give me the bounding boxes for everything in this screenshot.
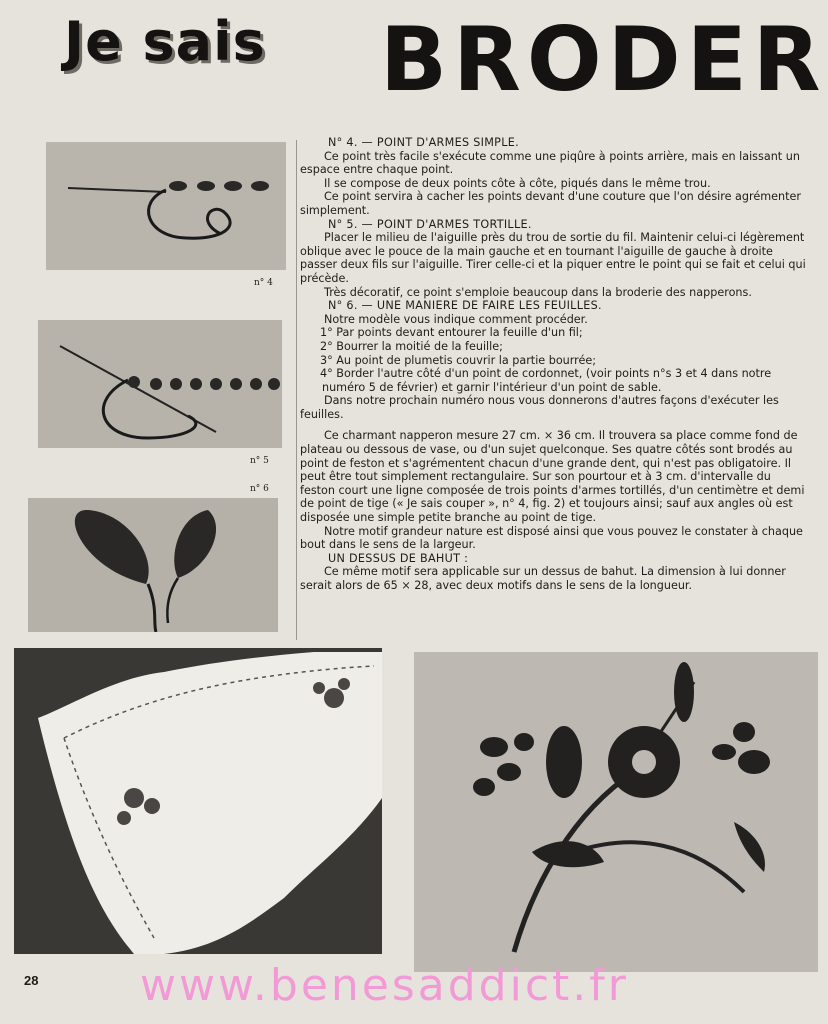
- page-number: 28: [24, 973, 39, 988]
- paragraph: Ce point servira à cacher les points devant d'une couture que l'on désire agrémenter simplement.: [300, 190, 801, 217]
- section-heading-5: N° 5. — POINT D'ARMES TORTILLE.: [328, 217, 532, 231]
- paragraph: Ce point très facile s'exécute comme une piqûre à points arrière, mais en laissant un espace entre chaque point.: [300, 149, 800, 177]
- stitch-photo-4: [46, 142, 286, 270]
- step-item: 1° Par points devant entourer la feuille d'un fil;: [320, 326, 583, 340]
- title-broder: BRODER: [380, 8, 827, 111]
- motif-photo: [414, 652, 818, 972]
- figure-label-4: n° 4: [254, 278, 273, 288]
- step-item: 2° Bourrer la moitié de la feuille;: [320, 339, 503, 353]
- bahut-text: Ce même motif sera applicable sur un dessus de bahut. La dimension à lui donner serait alors de 65 × 28, avec deux motifs dans le sens de la longueur.: [300, 565, 786, 592]
- title-je-sais: Je sais: [64, 10, 266, 73]
- napperon-description: Ce charmant napperon mesure 27 cm. × 36 cm. Il trouvera sa place comme fond de plateau ou dessous de vase, ou d'un sujet quelconque. Ses quatre côtés sont brodés au point de feston et s'agrémentent chacun d'une grande dent, qui n'est pas obligatoire. Il peut être tout simplement rectangulaire. Sur son pourtour et à 3 cm. d'intervalle du feston court une ligne composée de trois points d'armes tortillés, d'un centimètre et demi de point de tige (« Je sais couper », n° 4, fig. 2) et toujours ainsi; sauf aux angles où est disposée une simple petite branche au point de tige.: [300, 429, 805, 525]
- napperon-photo: [14, 648, 382, 954]
- step-item: 3° Au point de plumetis couvrir la partie bourrée;: [320, 353, 597, 367]
- paragraph: Placer le milieu de l'aiguille près du trou de sortie du fil. Maintenir celui-ci légèrement oblique avec le pouce de la main gauche et en tournant l'aiguille de gauche à droite passer deux fils sur l'aiguille. Tirer celle-ci et la piquer entre le point qui se fait et celui qui précède.: [300, 231, 806, 285]
- step-item: 4° Border l'autre côté d'un point de cordonnet, (voir points n°s 3 et 4 dans notre numéro 5 de février) et garnir l'intérieur d'un point de sable.: [320, 367, 772, 394]
- article-text: [300, 136, 806, 593]
- column-divider: [296, 140, 297, 640]
- figure-label-5: n° 5: [250, 456, 269, 466]
- paragraph: Il se compose de deux points côte à côte, piqués dans le même trou.: [324, 176, 711, 190]
- stitch-photo-5: [38, 320, 282, 448]
- section-heading-6: N° 6. — UNE MANIERE DE FAIRE LES FEUILLES.: [328, 299, 602, 313]
- paragraph: Dans notre prochain numéro nous vous donnerons d'autres façons d'exécuter les feuilles.: [300, 394, 779, 421]
- stitch-photo-6: [28, 498, 278, 632]
- paragraph: Très décoratif, ce point s'emploie beaucoup dans la broderie des napperons.: [324, 285, 752, 299]
- watermark-url: www.benesaddict.fr: [140, 960, 629, 1011]
- bahut-heading: UN DESSUS DE BAHUT :: [328, 551, 469, 565]
- section-heading-4: N° 4. — POINT D'ARMES SIMPLE.: [328, 136, 519, 149]
- napperon-layout: Notre motif grandeur nature est disposé ainsi que vous pouvez le constater à chaque bout dans le sens de la largeur.: [300, 524, 803, 552]
- paragraph: Notre modèle vous indique comment procéder.: [324, 312, 588, 326]
- figure-label-6: n° 6: [250, 484, 269, 494]
